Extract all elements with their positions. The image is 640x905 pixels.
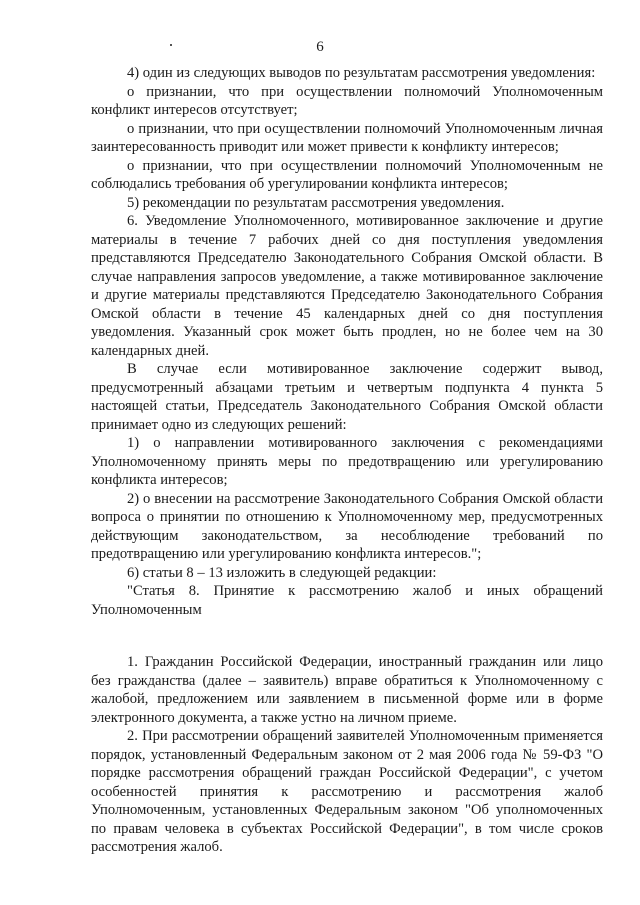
- paragraph-no-conflict: о признании, что при осуществлении полномочий Уполномоченным конфликт интересов отсутствует;: [91, 83, 603, 118]
- paragraph-item-6: 6) статьи 8 – 13 изложить в следующей редакции:: [127, 564, 437, 581]
- article-8-heading: "Статья 8. Принятие к рассмотрению жалоб и иных обращений Уполномоченным: [91, 583, 603, 618]
- paragraph-chairman-decisions: В случае если мотивированное заключение содержит вывод, предусмотренный абзацами третьим и четвертым подпункта 4 пункта 5 настоящей статьи, Председатель Законодательного Собрания Омской области принимает одно из следующих решений:: [91, 361, 603, 433]
- paragraph-requirements-not-met: о признании, что при осуществлении полномочий Уполномоченным не соблюдались требования об урегулировании конфликта интересов;: [91, 157, 603, 192]
- paragraph-personal-interest: о признании, что при осуществлении полномочий Уполномоченным личная заинтересованность приводит или может привести к конфликту интересов;: [91, 120, 603, 155]
- document-body: [91, 64, 603, 857]
- paragraph-decision-2: 2) о внесении на рассмотрение Законодательного Собрания Омской области вопроса о принятии по отношению к Уполномоченному мер, предусмотренных действующим законодательством, за несоблюдение требований по предотвращению или урегулированию конфликта интересов.";: [91, 490, 603, 562]
- article-8-clause-2: 2. При рассмотрении обращений заявителей Уполномоченным применяется порядок, установленный Федеральным законом от 2 мая 2006 года № 59-ФЗ "О порядке рассмотрения обращений граждан Российской Федерации", с учетом особенностей принятия к рассмотрению и рассмотрения жалоб Уполномоченным, установленных Федеральным законом "Об уполномоченных по правам человека в субъектах Российской Федерации", в том числе сроков рассмотрения жалоб.: [91, 728, 603, 855]
- paragraph-decision-1: 1) о направлении мотивированного заключения с рекомендациями Уполномоченному принять меры по предотвращению или урегулированию конфликта интересов;: [91, 435, 603, 488]
- spacer: [91, 619, 603, 653]
- paragraph-item-5: 5) рекомендации по результатам рассмотрения уведомления.: [127, 194, 505, 211]
- paragraph-item-4: 4) один из следующих выводов по результатам рассмотрения уведомления:: [127, 65, 596, 81]
- scan-speck: [170, 44, 172, 46]
- paragraph-section-6: 6. Уведомление Уполномоченного, мотивированное заключение и другие материалы в течение 7 рабочих дней со дня поступления уведомления представляются Председателю Законодательного Собрания Омской области. В случае направления запросов уведомление, а также мотивированное заключение и другие материалы представляются Председателю Законодательного Собрания Омской области в течение 45 календарных дней со дня поступления уведомления. Указанный срок может быть продлен, но не более чем на 30 календарных дней.: [91, 213, 603, 359]
- page-number: 6: [316, 39, 324, 55]
- article-8-clause-1: 1. Гражданин Российской Федерации, иностранный гражданин или лицо без гражданства (далее – заявитель) вправе обратиться к Уполномоченному с жалобой, предложением или заявлением в письменной форме или в форме электронного документа, а также устно на личном приеме.: [91, 654, 603, 726]
